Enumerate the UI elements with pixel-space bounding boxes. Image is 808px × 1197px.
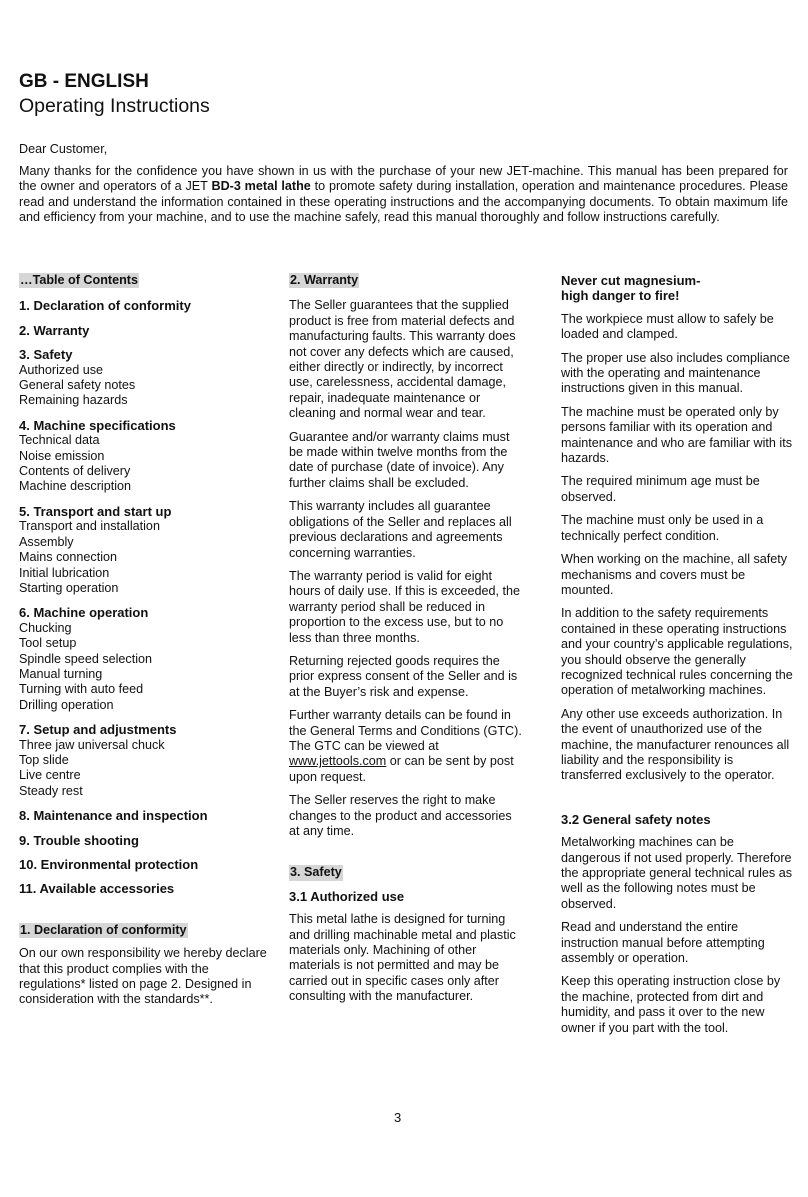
toc-subitem[interactable]: Contents of delivery — [19, 464, 131, 479]
safety-paragraph: The required minimum age must be observed. — [561, 474, 760, 504]
toc-section-title[interactable]: 5. Transport and start up — [19, 503, 172, 519]
toc-section-title[interactable]: 9. Trouble shooting — [19, 832, 139, 848]
column-right — [561, 273, 793, 1044]
toc-subitem[interactable]: Turning with auto feed — [19, 682, 144, 697]
warning-line: Never cut magnesium- — [561, 273, 701, 288]
warranty-paragraph: The Seller reserves the right to make changes to the product and accessories at any time. — [289, 793, 512, 838]
safety-paragraph: In addition to the safety requirements contained in these operating instructions and your country’s applicable regulations, you should observe the generally recognized technical rules concerning the operation of metalworking machines. — [561, 606, 793, 698]
language-heading: GB - ENGLISH — [19, 71, 149, 92]
toc-subitem[interactable]: Drilling operation — [19, 697, 114, 712]
toc-section — [19, 504, 269, 596]
toc-subitem[interactable]: Noise emission — [19, 448, 105, 463]
declaration-text: On our own responsibility we hereby declare that this product complies with the regulations* listed on page 2. Designed in consideration with the standards**. — [19, 946, 267, 1007]
toc-subitem[interactable]: Chucking — [19, 620, 72, 635]
model-name: BD-3 metal lathe — [211, 179, 311, 194]
toc-section-title[interactable]: 1. Declaration of conformity — [19, 298, 191, 314]
toc-section — [19, 605, 269, 713]
declaration-heading: 1. Declaration of conformity — [20, 922, 187, 937]
toc-subitem[interactable]: Spindle speed selection — [19, 651, 153, 666]
table-of-contents — [19, 298, 269, 896]
toc-section-title[interactable]: 6. Machine operation — [19, 605, 149, 621]
toc-section-title[interactable]: 4. Machine specifications — [19, 417, 176, 433]
general-safety-paragraph: Metalworking machines can be dangerous if not used properly. Therefore the appropriate general technical rules as well as the following notes must be observed. — [561, 835, 793, 911]
toc-heading: …Table of Contents — [20, 273, 139, 287]
warranty-heading: 2. Warranty — [290, 273, 359, 287]
toc-section — [19, 298, 269, 313]
warranty-paragraph: This warranty includes all guarantee obligations of the Seller and replaces all previous declarations and agreements concerning warranties. — [289, 499, 512, 560]
general-safety-paragraph: Read and understand the entire instruction manual before attempting assembly or operation. — [561, 920, 765, 966]
safety-paragraph: Any other use exceeds authorization. In the event of unauthorized use of the machine, the manufacturer renounces all liability and the responsibility is transferred exclusively to the operator. — [561, 706, 790, 783]
toc-subitem[interactable]: Starting operation — [19, 580, 119, 595]
toc-subitem[interactable]: Transport and installation — [19, 519, 160, 534]
toc-subitem[interactable]: Manual turning — [19, 666, 103, 681]
page-number: 3 — [394, 1110, 402, 1125]
safety-paragraph: When working on the machine, all safety mechanisms and covers must be mounted. — [561, 552, 788, 597]
intro-text-before: Many thanks for the confidence you have shown in us with the purchase of your new JET-machine. This manual has been prepared for the owner and operators of a JET — [19, 164, 788, 194]
toc-section — [19, 881, 269, 896]
general-safety-paragraph: Keep this operating instruction close by the machine, protected from dirt and humidity, and pass it over to the new owner if you part with the tool. — [561, 974, 781, 1035]
page-title: Operating Instructions — [19, 95, 210, 117]
toc-section — [19, 722, 269, 799]
toc-section — [19, 323, 269, 338]
warranty-paragraph: The warranty period is valid for eight hours of daily use. If this is exceeded, the warranty period shall be reduced in proportion to the excess use, but to no less than three months. — [289, 568, 521, 645]
toc-subitem[interactable]: Live centre — [19, 768, 81, 783]
general-safety-heading: 3.2 General safety notes — [561, 811, 711, 827]
toc-section-title[interactable]: 10. Environmental protection — [19, 857, 199, 872]
authorized-use-text: This metal lathe is designed for turning and drilling machinable metal and plastic materials only. Machining of other materials is not permitted and may be carried out in specific cases only after consulting with the manufacturer. — [289, 912, 516, 1004]
toc-subitem[interactable]: General safety notes — [19, 378, 136, 393]
warranty-gtc-text-after: or can be sent by post upon request. — [289, 754, 514, 784]
jettools-link[interactable]: www.jettools.com — [289, 754, 387, 769]
toc-subitem[interactable]: Top slide — [19, 752, 69, 767]
toc-section — [19, 833, 269, 848]
authorized-use-heading: 3.1 Authorized use — [289, 888, 405, 904]
toc-section — [19, 418, 269, 495]
intro-paragraph — [19, 164, 788, 226]
warning-line: high danger to fire! — [561, 288, 680, 304]
toc-section-title[interactable]: 7. Setup and adjustments — [19, 722, 177, 738]
toc-subitem[interactable]: Mains connection — [19, 550, 118, 565]
toc-section-title[interactable]: 3. Safety — [19, 347, 73, 363]
safety-paragraph: The proper use also includes compliance with the operating and maintenance instructions given in this manual. — [561, 350, 790, 396]
warranty-paragraph — [289, 708, 523, 785]
warranty-paragraph: The Seller guarantees that the supplied product is free from material defects and manufacturing faults. This warranty does not cover any defects which are caused, either directly or indirectly, by incorrect use, carelessness, accidental damage, repair, inadequate maintenance or cleaning and normal wear and tear. — [289, 298, 516, 421]
toc-subitem[interactable]: Assembly — [19, 534, 74, 549]
toc-section — [19, 808, 269, 823]
safety-paragraph: The machine must be operated only by persons familiar with its operation and maintenance and who are familiar with its hazards. — [561, 404, 792, 466]
column-left — [19, 273, 269, 1016]
toc-section — [19, 857, 269, 872]
toc-subitem[interactable]: Technical data — [19, 433, 100, 448]
toc-subitem[interactable]: Tool setup — [19, 636, 77, 651]
toc-subitem[interactable]: Initial lubrication — [19, 565, 110, 580]
safety-paragraph: The workpiece must allow to safely be loaded and clamped. — [561, 311, 774, 342]
warranty-paragraph: Returning rejected goods requires the prior express consent of the Seller and is at the Buyer’s risk and expense. — [289, 653, 518, 699]
toc-subitem[interactable]: Authorized use — [19, 362, 104, 377]
toc-subitem[interactable]: Machine description — [19, 479, 132, 494]
column-middle — [289, 273, 523, 1013]
toc-section-title[interactable]: 11. Available accessories — [19, 881, 175, 897]
intro-text-after: to promote safety during installation, operation and maintenance procedures. Please read and understand the information contained in these operating instructions and the accompanying documents. To obtain maximum life and efficiency from your machine, and to use the machine safely, read this manual thoroughly and follow instructions carefully. — [19, 179, 788, 225]
greeting: Dear Customer, — [19, 142, 108, 156]
toc-subitem[interactable]: Steady rest — [19, 783, 83, 798]
warranty-gtc-text: Further warranty details can be found in the General Terms and Conditions (GTC). The GTC can be viewed at — [289, 708, 522, 753]
toc-section — [19, 347, 269, 409]
toc-subitem[interactable]: Three jaw universal chuck — [19, 737, 165, 752]
magnesium-warning — [561, 273, 793, 304]
safety-paragraph: The machine must only be used in a technically perfect condition. — [561, 513, 764, 543]
toc-section-title[interactable]: 2. Warranty — [19, 322, 90, 338]
toc-section-title[interactable]: 8. Maintenance and inspection — [19, 808, 208, 824]
warranty-paragraph: Guarantee and/or warranty claims must be made within twelve months from the date of purchase (date of invoice). Any further claims shall be excluded. — [289, 429, 510, 490]
toc-subitem[interactable]: Remaining hazards — [19, 393, 128, 408]
safety-heading: 3. Safety — [290, 865, 342, 880]
